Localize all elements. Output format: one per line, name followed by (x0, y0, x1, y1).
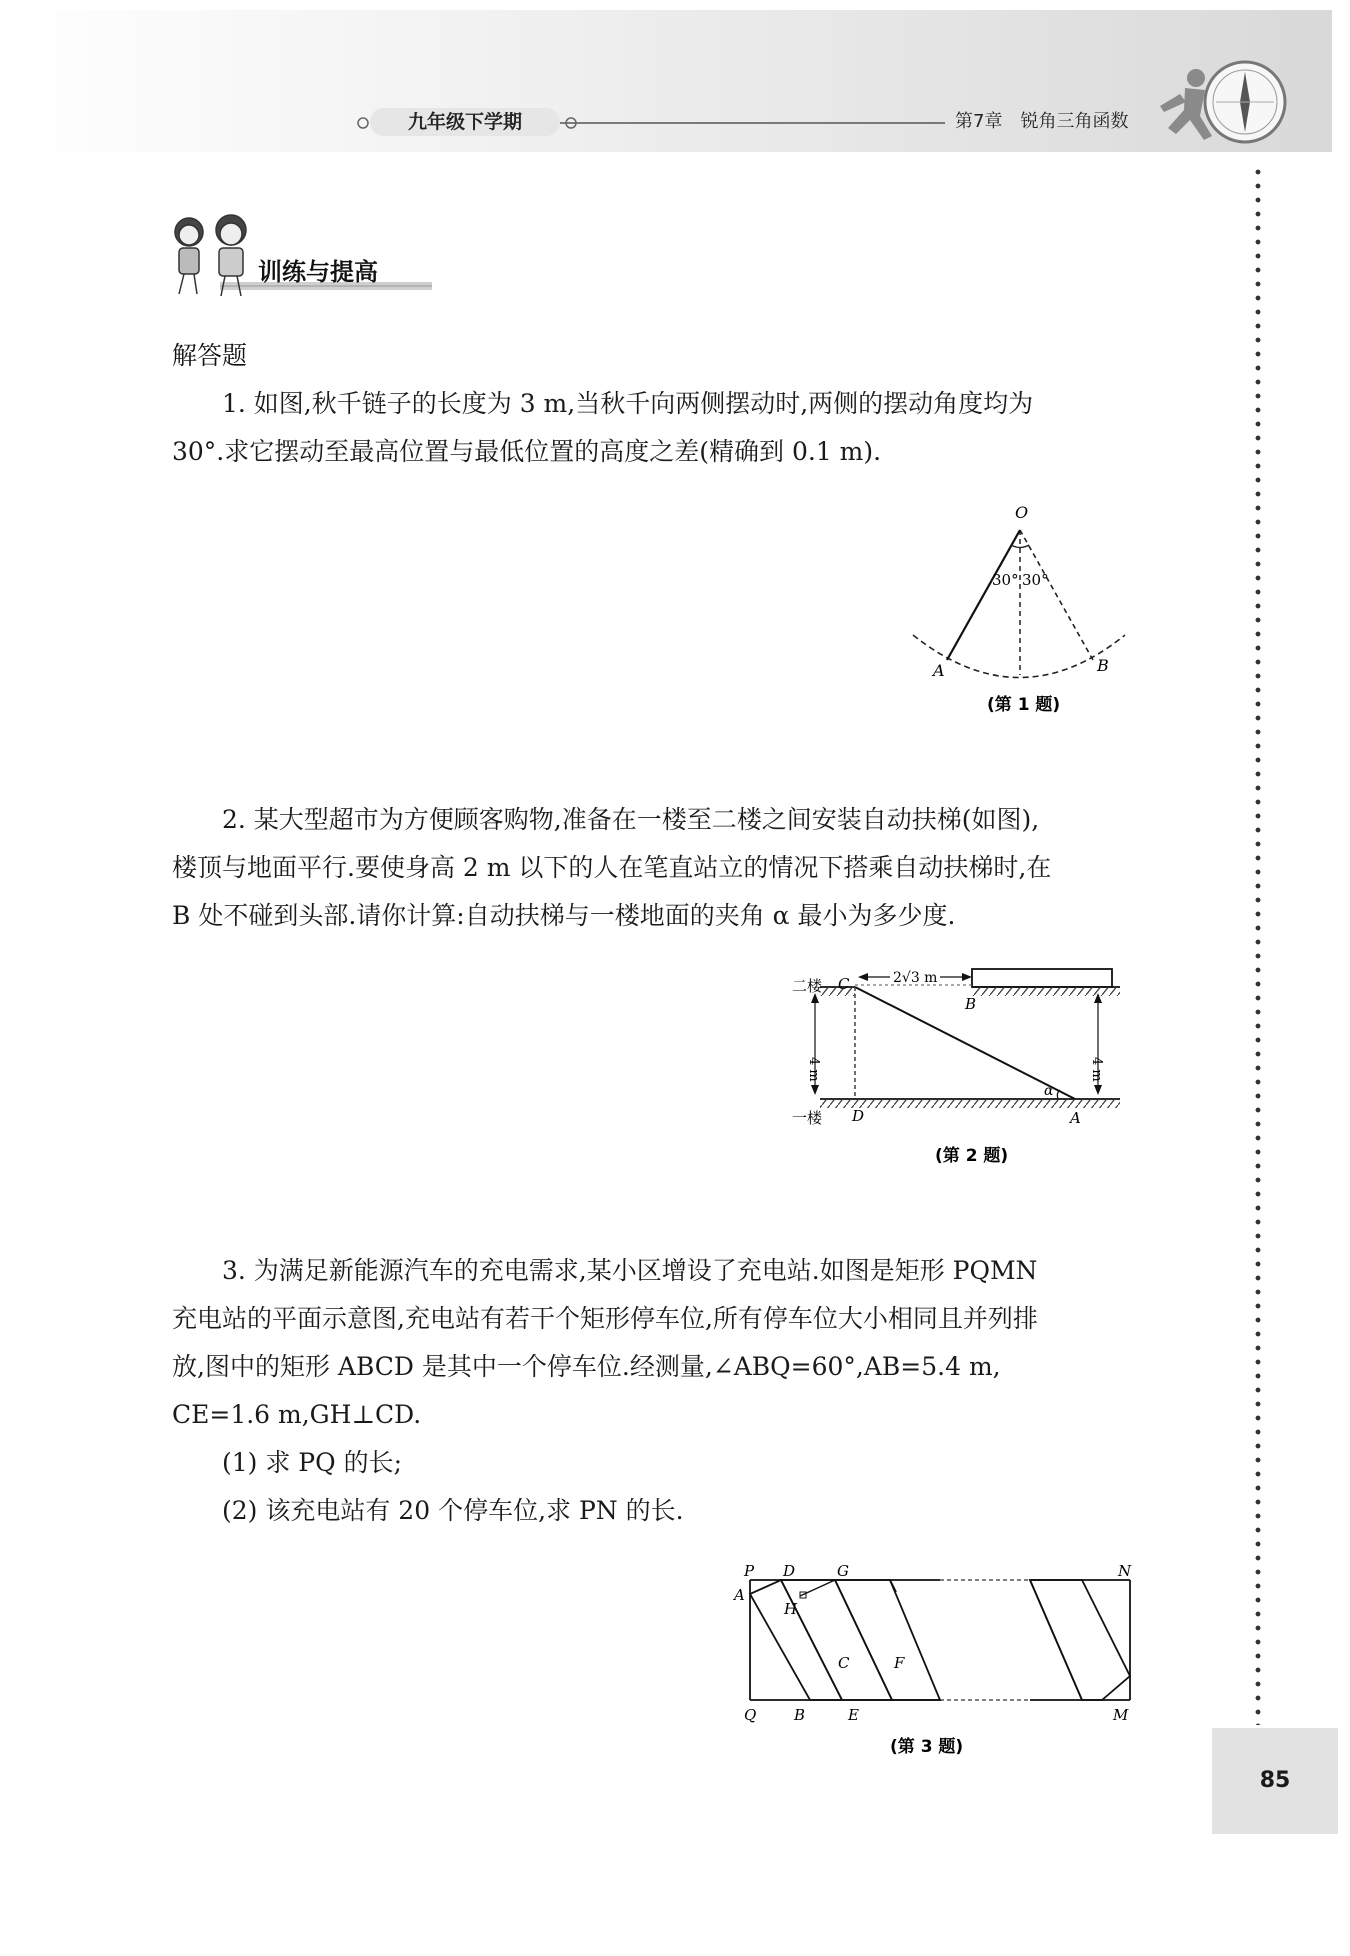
chain-OB (1020, 530, 1093, 660)
label-A: A (933, 661, 945, 680)
label-F: F (894, 1654, 905, 1672)
label-D: D (852, 1107, 865, 1125)
label-B: B (965, 995, 977, 1013)
label-Q: Q (744, 1706, 757, 1724)
label-alpha: α (1044, 1083, 1054, 1099)
chain-OA (947, 530, 1020, 660)
section-title: 训练与提高 (258, 258, 378, 286)
problem-2-line: B 处不碰到头部.请你计算:自动扶梯与一楼地面的夹角 α 最小为多少度. (172, 901, 956, 930)
label-floor1: 一楼 (792, 1109, 823, 1127)
label-H: H (784, 1600, 798, 1618)
problem-1-line: 30°.求它摆动至最高位置与最低位置的高度之差(精确到 0.1 m). (172, 437, 882, 466)
problem-3-line: 3. 为满足新能源汽车的充电需求,某小区增设了充电站.如图是矩形 PQMN (222, 1256, 1038, 1285)
label-N: N (1118, 1562, 1132, 1580)
compass-icon (1205, 62, 1285, 142)
problem-3-question-1: (1) 求 PQ 的长; (222, 1448, 402, 1477)
problem-2-text (172, 796, 1162, 940)
figure-1-swing (895, 500, 1135, 730)
grade-label: 九年级下学期 (370, 108, 560, 136)
question-category: 解答题 (172, 341, 248, 370)
problem-2-line: 楼顶与地面平行.要使身高 2 m 以下的人在笔直站立的情况下搭乘自动扶梯时,在 (172, 853, 1052, 882)
label-span: 2√3 m (893, 970, 938, 986)
label-C: C (838, 975, 850, 993)
label-E: E (848, 1706, 859, 1724)
chapter-title: 第7章 锐角三角函数 (955, 111, 1129, 132)
label-angle-right: 30° (1022, 571, 1049, 589)
problem-3-line: CE=1.6 m,GH⊥CD. (172, 1400, 422, 1429)
problem-3-question-2: (2) 该充电站有 20 个停车位,求 PN 的长. (222, 1496, 684, 1525)
figure-2-escalator (790, 965, 1130, 1175)
swing-arc (913, 635, 1125, 678)
page-number: 85 (1212, 1728, 1338, 1834)
label-floor2: 二楼 (792, 977, 823, 995)
label-G: G (837, 1562, 849, 1580)
problem-1-line: 1. 如图,秋千链子的长度为 3 m,当秋千向两侧摆动时,两侧的摆动角度均为 (222, 389, 1034, 418)
label-D: D (783, 1562, 796, 1580)
label-height-left: 4 m (806, 1057, 821, 1082)
dotted-margin-rule (1255, 165, 1261, 1725)
problem-1-text (172, 380, 1162, 476)
label-A: A (1070, 1109, 1081, 1127)
problem-2-line: 2. 某大型超市为方便顾客购物,准备在一楼至二楼之间安装自动扶梯(如图), (222, 805, 1040, 834)
figure-1-caption: (第 1 题) (987, 695, 1061, 715)
label-B: B (794, 1706, 806, 1724)
label-P: P (744, 1562, 755, 1580)
label-M: M (1113, 1706, 1129, 1724)
problem-3-text (172, 1247, 1162, 1535)
problem-3-line: 充电站的平面示意图,充电站有若干个矩形停车位,所有停车位大小相同且并列排 (172, 1304, 1038, 1333)
problem-3-line: 放,图中的矩形 ABCD 是其中一个停车位.经测量,∠ABQ=60°,AB=5.4 m, (172, 1352, 1001, 1381)
figure-3-parking (730, 1558, 1140, 1758)
figure-2-caption: (第 2 题) (935, 1146, 1009, 1166)
label-A: A (734, 1586, 745, 1604)
label-height-right: 4 m (1089, 1057, 1104, 1082)
label-C: C (838, 1654, 850, 1672)
label-O: O (1015, 503, 1029, 522)
girl-icon (175, 218, 203, 294)
label-B: B (1097, 656, 1109, 675)
label-angle-left: 30° (992, 571, 1019, 589)
figure-3-caption: (第 3 题) (890, 1737, 964, 1757)
header-band (0, 10, 1350, 160)
